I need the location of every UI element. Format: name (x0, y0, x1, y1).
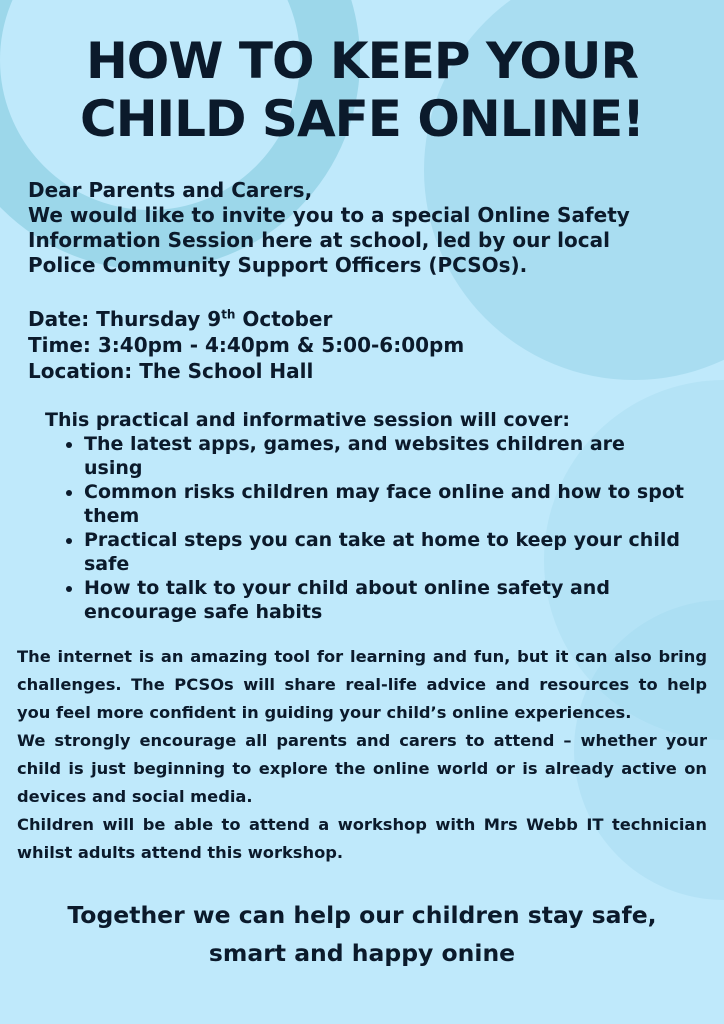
title-line-2: CHILD SAFE ONLINE! (80, 90, 644, 148)
list-item: • Practical steps you can take at home to keep your child safe (84, 528, 684, 576)
title-line-1: HOW TO KEEP YOUR (85, 32, 639, 90)
invitation-intro (28, 178, 698, 278)
closing-message (0, 896, 724, 972)
coverage-list (60, 432, 684, 624)
intro-line-3: Police Community Support Officers (PCSOs). (28, 253, 528, 277)
coverage-heading: This practical and informative session will cover: (45, 409, 570, 431)
date-text: Date: Thursday 9 (28, 307, 222, 331)
list-item: • The latest apps, games, and websites children are using (84, 432, 684, 480)
greeting: Dear Parents and Carers, (28, 178, 313, 202)
event-location: Location: The School Hall (28, 359, 314, 383)
intro-line-2: Information Session here at school, led by our local (28, 228, 610, 252)
date-ordinal: th (221, 307, 236, 322)
paragraph-encourage: We strongly encourage all parents and carers to attend – whether your child is just beginning to explore the online world or is already active on devices and social media. (17, 731, 707, 806)
date-month: October (235, 307, 333, 331)
event-time: Time: 3:40pm - 4:40pm & 5:00-6:00pm (28, 333, 465, 357)
paragraph-children: Children will be able to attend a workshop with Mrs Webb IT technician whilst adults attend this workshop. (17, 815, 707, 862)
event-date (28, 306, 698, 332)
event-details (28, 306, 698, 384)
list-item: • Common risks children may face online and how to spot them (84, 480, 684, 528)
paragraph-internet: The internet is an amazing tool for learning and fun, but it can also bring challenges. The PCSOs will share real-life advice and resources to help you feel more confident in guiding your child’s online experiences. (17, 647, 707, 722)
page-title (0, 32, 724, 148)
list-item: • How to talk to your child about online safety and encourage safe habits (84, 576, 684, 624)
closing-line-1: Together we can help our children stay safe, (67, 901, 657, 929)
intro-line-1: We would like to invite you to a special Online Safety (28, 203, 630, 227)
body-text (17, 643, 707, 867)
closing-line-2: smart and happy onine (208, 939, 516, 967)
